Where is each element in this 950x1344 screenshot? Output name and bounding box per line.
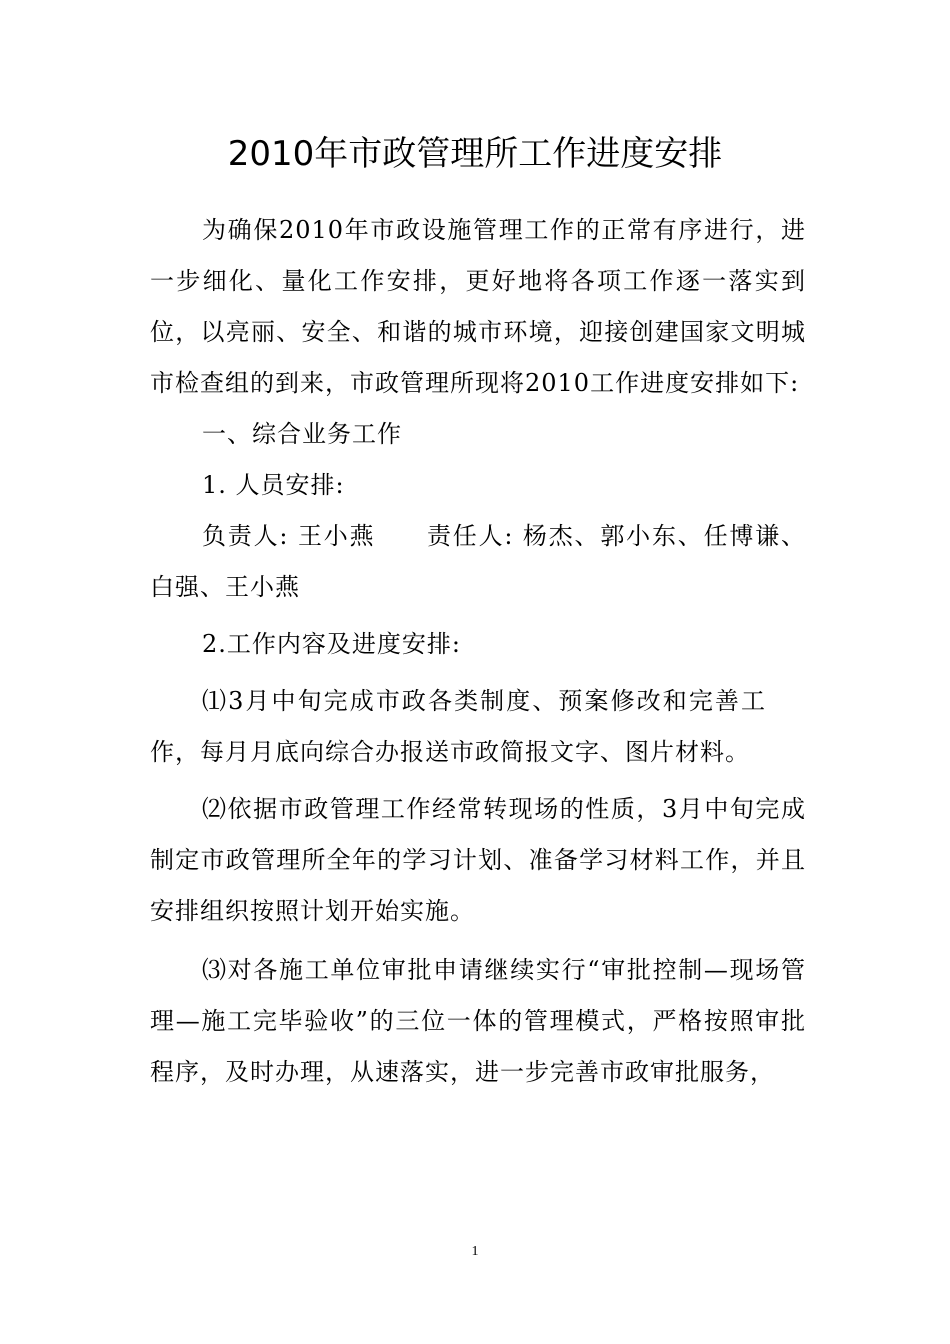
- page-number: 1: [471, 1244, 479, 1259]
- personnel-paragraph: 负责人: 王小燕 责任人: 杨杰、郭小东、任博谦、白强、王小燕: [150, 522, 806, 601]
- list-item: ⑶对各施工单位审批申请继续实行“审批控制—现场管理—施工完毕验收”的三位一体的管理模式，严格按照审批程序，及时办理，从速落实，进一步完善市政审批服务，: [150, 956, 806, 1086]
- intro-paragraph: 为确保2010年市政设施管理工作的正常有序进行，进一步细化、量化工作安排，更好地将各项工作逐一落实到位，以亮丽、安全、和谐的城市环境，迎接创建国家文明城市检查组的到来，市政管理所现将2010工作进度安排如下:: [150, 216, 806, 397]
- list-item: ⑵依据市政管理工作经常转现场的性质，3月中旬完成制定市政管理所全年的学习计划、准备学习材料工作，并且安排组织按照计划开始实施。: [150, 795, 806, 925]
- subsection-heading: 1. 人员安排:: [202, 471, 345, 499]
- subsection-heading: 2.工作内容及进度安排:: [202, 630, 461, 658]
- document-title: 2010年市政管理所工作进度安排: [227, 134, 723, 174]
- section-heading: 一、综合业务工作: [202, 420, 402, 448]
- list-item: ⑴3月中旬完成市政各类制度、预案修改和完善工作，每月月底向综合办报送市政简报文字、图片材料。: [150, 687, 766, 766]
- document-body: [150, 205, 806, 1098]
